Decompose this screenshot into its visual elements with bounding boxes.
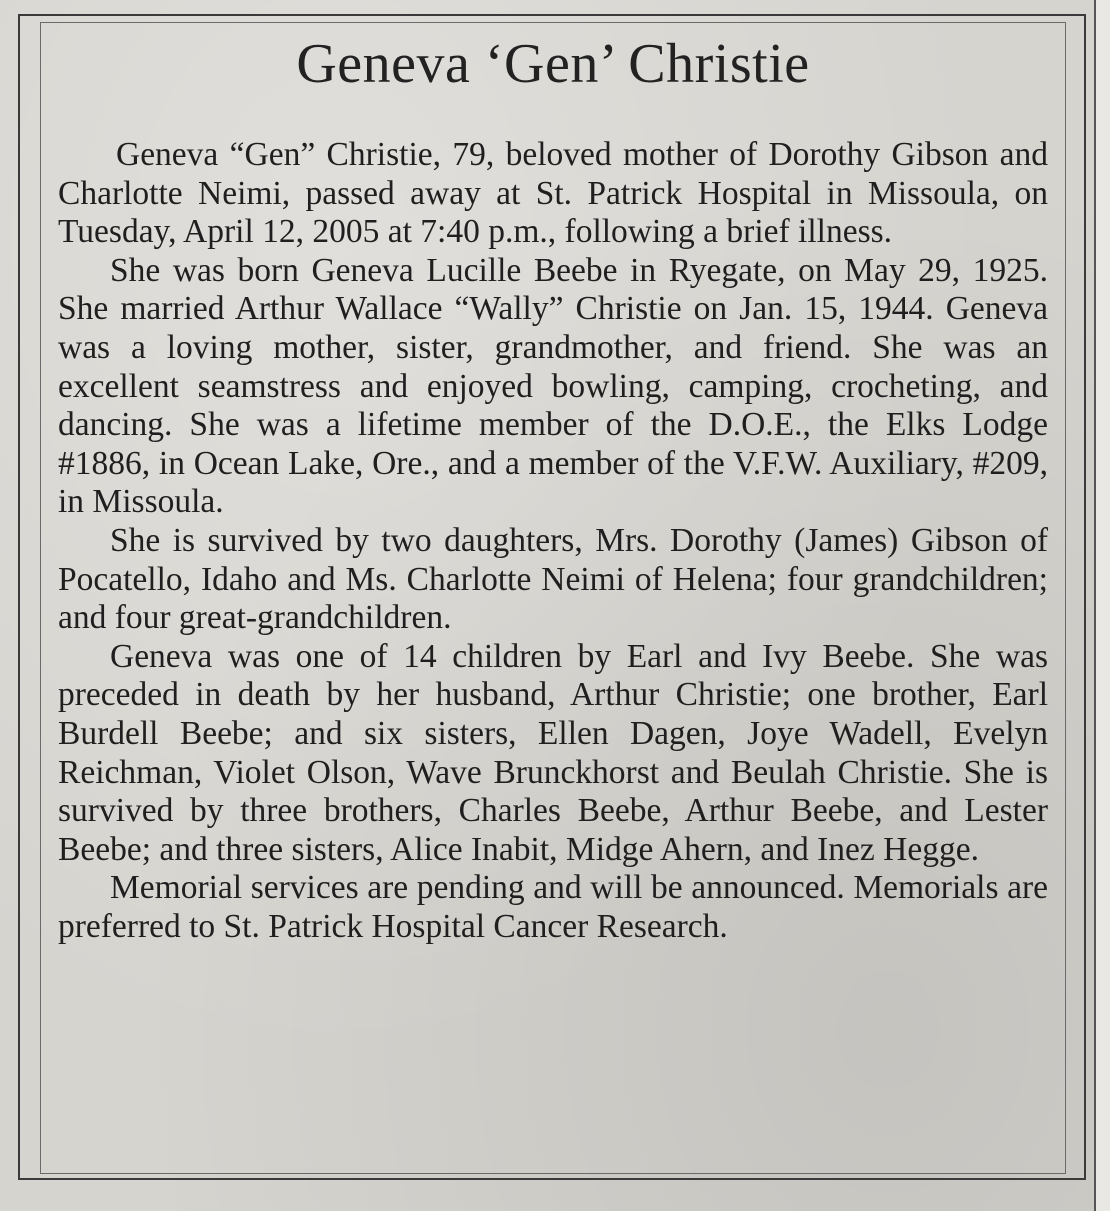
obituary-title: Geneva ‘Gen’ Christie bbox=[296, 33, 810, 95]
page-edge bbox=[1094, 0, 1110, 1211]
paragraph-biography: She was born Geneva Lucille Beebe in Ryegate, on May 29, 1925. She married Arthur Wallace “Wally” Christie on Jan. 15, 1944. Geneva was a loving mother, sister, grandmother, and friend. She was an excellent seamstress and enjoyed bowling, camping, crocheting, and dancing. She was a lifetime member of the D.O.E., the Elks Lodge #1886, in Ocean Lake, Ore., and a member of the V.F.W. Auxiliary, #209, in Missoula. bbox=[58, 251, 1048, 521]
paragraph-memorial: Memorial services are pending and will be announced. Memorials are preferred to St. Patrick Hospital Cancer Research. bbox=[58, 869, 1048, 945]
paragraph-survivors: She is survived by two daughters, Mrs. Dorothy (James) Gibson of Pocatello, Idaho and Ms. Charlotte Neimi of Helena; four grandchildren; and four great-grandchildren. bbox=[58, 521, 1048, 637]
paragraph-death-notice: Geneva “Gen” Christie, 79, beloved mother of Dorothy Gibson and Charlotte Neimi, passed away at St. Patrick Hospital in Missoula, on Tuesday, April 12, 2005 at 7:40 p.m., following a brief illness. bbox=[58, 136, 1048, 251]
paragraph-family: Geneva was one of 14 children by Earl and Ivy Beebe. She was preceded in death by her husband, Arthur Christie; one brother, Earl Burdell Beebe; and six sisters, Ellen Dagen, Joye Wadell, Evelyn Reichman, Violet Olson, Wave Brunckhorst and Beulah Christie. She is survived by three brothers, Charles Beebe, Arthur Beebe, and Lester Beebe; and three sisters, Alice Inabit, Midge Ahern, and Inez Hegge. bbox=[58, 637, 1048, 868]
obituary-body bbox=[58, 136, 1048, 946]
